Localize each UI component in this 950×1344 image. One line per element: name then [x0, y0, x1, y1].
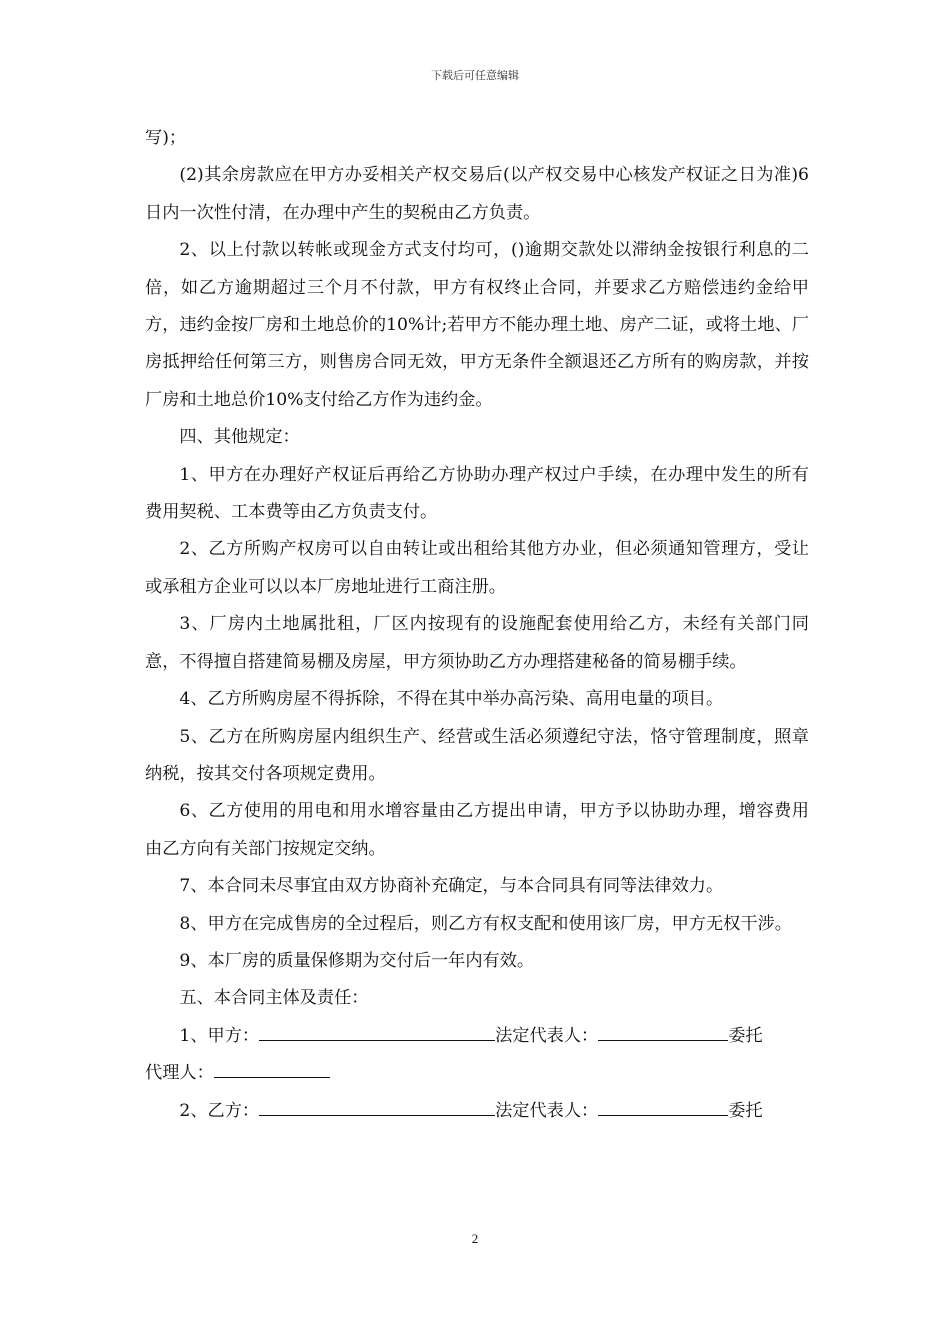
party-a-rep-blank [598, 1018, 728, 1041]
paragraph-payment-method: 2、以上付款以转帐或现金方式支付均可，()逾期交款处以滞纳金按银行利息的二倍，如乙方逾期超过三个月不付款，甲方有权终止合同，并要求乙方赔偿违约金给甲方，违约金按厂房和土地总价的10%计;若甲方不能办理土地、房产二证，或将土地、厂房抵押给任何第三方，则售房合同无效，甲方无条件全额退还乙方所有的购房款，并按厂房和土地总价10%支付给乙方作为违约金。 [145, 240, 809, 410]
party-a-agent-label-end: 代理人： [145, 1063, 214, 1084]
clause-4: 4、乙方所购房屋不得拆除，不得在其中举办高污染、高用电量的项目。 [179, 689, 724, 710]
party-a-line [145, 1018, 809, 1055]
clause-1: 1、甲方在办理好产权证后再给乙方协助办理产权过户手续，在办理中发生的所有费用契税、工本费等由乙方负责支付。 [145, 464, 809, 523]
clause-6: 6、乙方使用的用电和用水增容量由乙方提出申请，甲方予以协助办理，增容费用由乙方向有关部门按规定交纳。 [145, 801, 809, 859]
clause-5: 5、乙方在所购房屋内组织生产、经营或生活必须遵纪守法，恪守管理制度，照章纳税，按其交付各项规定费用。 [145, 726, 809, 784]
party-b-rep-blank [598, 1093, 728, 1116]
party-b-agent-label-start: 委托 [728, 1100, 763, 1121]
clause-3: 3、厂房内土地属批租，厂区内按现有的设施配套使用给乙方，未经有关部门同意，不得擅自搭建简易棚及房屋，甲方须协助乙方办理搭建秘备的简易棚手续。 [145, 614, 809, 672]
party-b-label: 2、乙方： [179, 1100, 260, 1121]
section-heading-parties: 五、本合同主体及责任： [179, 988, 369, 1009]
party-b-name-blank [259, 1093, 495, 1116]
document-body [145, 120, 809, 1130]
clause-7: 7、本合同未尽事宜由双方协商补充确定，与本合同具有同等法律效力。 [179, 876, 724, 897]
clause-2: 2、乙方所购产权房可以自由转让或出租给其他方办业，但必须通知管理方，受让或承租方企业可以以本厂房地址进行工商注册。 [145, 539, 809, 597]
party-a-agent-blank [214, 1055, 330, 1078]
party-a-agent-line [145, 1055, 809, 1092]
paragraph-continuation: 写)； [145, 128, 187, 148]
clause-9: 9、本厂房的质量保修期为交付后一年内有效。 [179, 950, 535, 971]
clause-8: 8、甲方在完成售房的全过程后，则乙方有权支配和使用该厂房，甲方无权干涉。 [179, 913, 792, 934]
party-a-name-blank [259, 1018, 495, 1041]
party-b-line [145, 1093, 809, 1130]
party-a-label: 1、甲方： [179, 1025, 260, 1046]
party-b-rep-label: 法定代表人： [495, 1100, 599, 1121]
page-number: 2 [471, 1231, 479, 1246]
paragraph-remaining-payment: (2)其余房款应在甲方办妥相关产权交易后(以产权交易中心核发产权证之日为准)6日内一次性付清，在办理中产生的契税由乙方负责。 [145, 165, 809, 223]
party-a-agent-label-start: 委托 [728, 1025, 763, 1046]
section-heading-other-provisions: 四、其他规定： [179, 427, 300, 448]
page-header: 下载后可任意编辑 [431, 69, 519, 82]
party-a-rep-label: 法定代表人： [495, 1025, 599, 1046]
